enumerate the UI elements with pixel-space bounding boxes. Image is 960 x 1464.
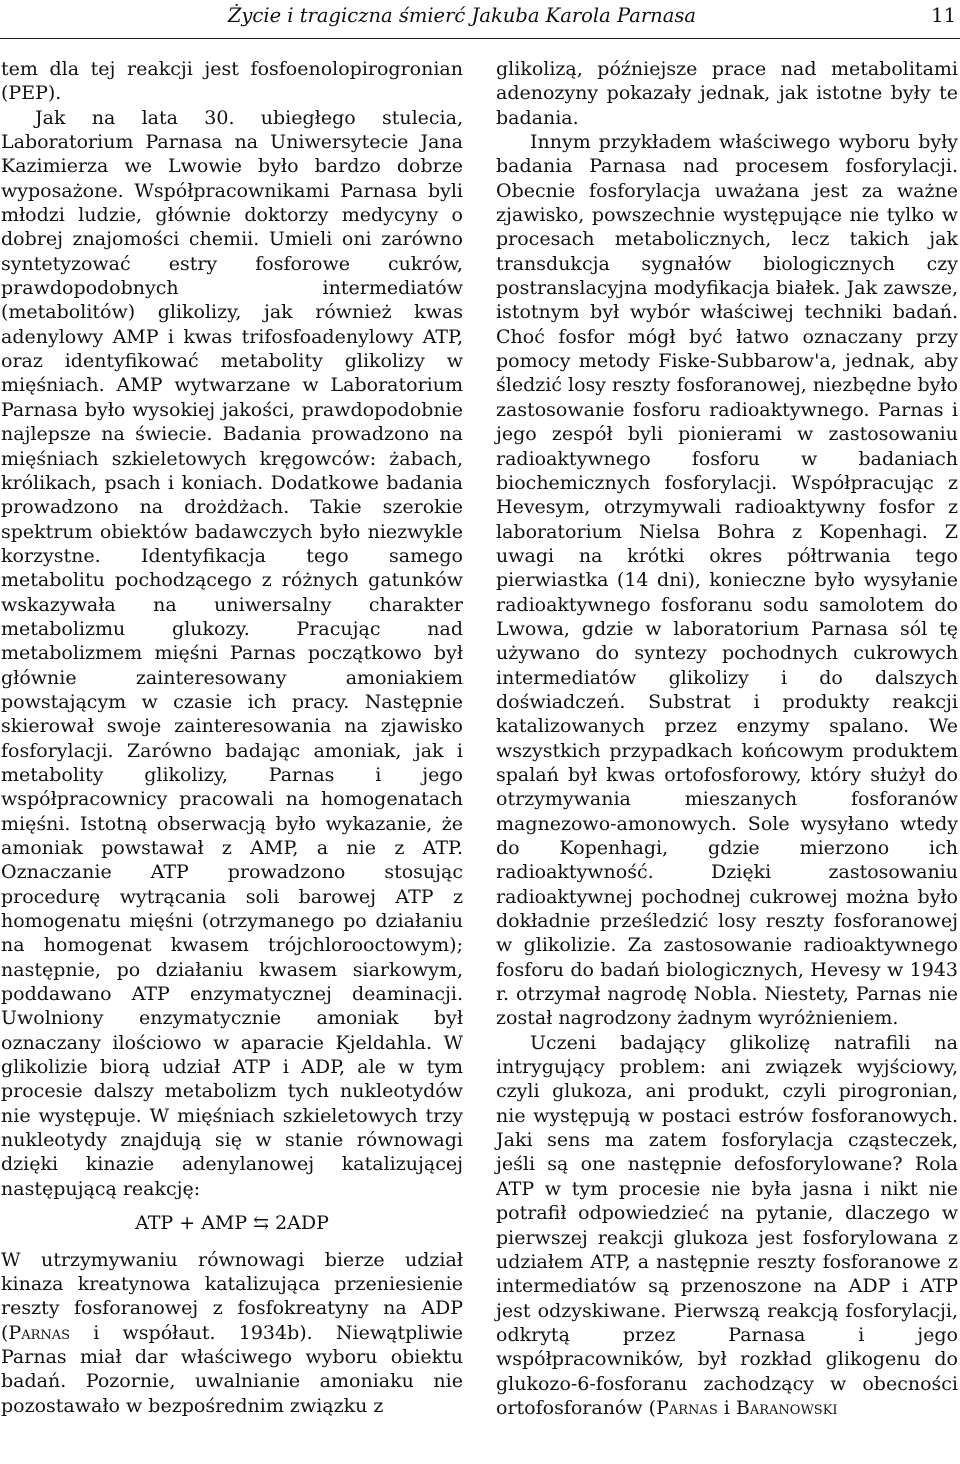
running-header (0, 2, 960, 40)
page-number: 11 (931, 4, 956, 27)
paragraph-text: Uczeni badający glikolizę natrafili na intrygujący problem: ani związek wyjściowy, czyli glukoza, ani produkt, czyli pirogronian, nie występują w postaci estrów fosforanowych. Jaki sens ma zatem fosforylacja cząsteczek, jeśli są one następnie defosforylowane? Rola ATP w tym procesie nie była jasna i nikt nie potrafił odpowiedzieć na pytanie, dlaczego w pierwszej reakcji glukoza jest fosforylowana z udziałem ATP, a następnie reszty fosforanowe z intermediatów są przenoszone na ADP i ATP jest odzyskiwane. Pierwszą reakcją fosforylacji, odkrytą przez Parnasa i jego współpracowników, był rozkład glikogenu do glukozo-6-fosforanu zachodzący w obecności ortofosforanów ( (496, 1031, 958, 1419)
equation-left-side: ATP + AMP (135, 1212, 248, 1235)
paragraph: tem dla tej reakcji jest fosfoenolopirogronian (PEP). (1, 58, 463, 105)
left-column (1, 57, 463, 1418)
citation-author: Baranowski (735, 1396, 838, 1419)
reaction-equation (1, 1211, 463, 1235)
citation-joiner: i (717, 1396, 736, 1419)
citation-author: Parnas (8, 1321, 71, 1344)
equilibrium-arrows-icon: ⇆ (253, 1212, 270, 1235)
right-column (496, 57, 958, 1420)
header-rule (0, 38, 960, 39)
equation-right-side: 2ADP (275, 1212, 329, 1235)
paragraph-text: i współaut. 1934b). Niewątpliwie Parnas miał dar właściwego wyboru obiektu badań. Pozornie, uwalnianie amoniaku nie pozostawało w bezpośrednim związku z (1, 1321, 463, 1417)
paragraph: Jak na lata 30. ubiegłego stulecia, Laboratorium Parnasa na Uniwersytecie Jana Kazimierza we Lwowie było bardzo dobrze wyposażone. Współpracownikami Parnasa byli młodzi ludzie, głównie doktorzy medycyny o dobrej znajomości chemii. Umieli oni zarówno syntetyzować estry fosforowe cukrów, prawdopodobnych intermediatów (metabolitów) glikolizy, jak również kwas adenylowy AMP i kwas trifosfoadenylowy ATP, oraz identyfikować metabolity glikolizy w mięśniach. AMP wytwarzane w Laboratorium Parnasa było wysokiej jakości, prawdopodobnie najlepsze na świecie. Badania prowadzono na mięśniach szkieletowych kręgowców: żabach, królikach, psach i koniach. Dodatkowe badania prowadzono na drożdżach. Takie szerokie spektrum obiektów badawczych było niezwykle korzystne. Identyfikacja tego samego metabolitu pochodzącego z różnych gatunków wskazywała na uniwersalny charakter metabolizmu glukozy. Pracując nad metabolizmem mięśni Parnas początkowo był głównie zainteresowany amoniakiem powstającym w czasie ich pracy. Następnie skierował swoje zainteresowania na zjawisko fosforylacji. Zarówno badając amoniak, jak i metabolity glikolizy, Parnas i jego współpracownicy pracowali na homogenatach mięśni. Istotną obserwacją było wykazanie, że amoniak powstawał z AMP, a nie z ATP. Oznaczanie ATP prowadzono stosując procedurę wytrącania soli barowej ATP z homogenatu mięśni (otrzymanego po działaniu na homogenat kwasem trójchlorooctowym); następnie, po działaniu kwasem siarkowym, poddawano ATP enzymatycznej deaminacji. Uwolniony enzymatycznie amoniak był oznaczany ilościowo w aparacie Kjeldahla. W glikolizie biorą udział ATP i ADP, ale w tym procesie dalszy metabolizm tych nukleotydów nie występuje. W mięśniach szkieletowych trzy nukleotydy znajdują się w stanie równowagi dzięki kinazie adenylanowej katalizującej następującą reakcję: (1, 106, 463, 1200)
paragraph-text: W utrzymywaniu równowagi bierze udział kinaza kreatynowa katalizująca przeniesienie reszty fosforanowej z fosfokreatyny na ADP ( (1, 1248, 463, 1344)
paragraph (496, 1031, 958, 1421)
paragraph: glikolizą, późniejsze prace nad metabolitami adenozyny pokazały jednak, jak istotne były te badania. (496, 58, 958, 129)
citation-author: Parnas (656, 1396, 718, 1419)
paragraph (1, 1248, 463, 1418)
paragraph: Innym przykładem właściwego wyboru były badania Parnasa nad procesem fosforylacji. Obecnie fosforylacja uważana jest za ważne zjawisko, powszechnie występujące nie tylko w procesach metabolicznych, lecz takich jak transdukcja sygnałów biologicznych czy postranslacyjna modyfikacja białek. Jak zawsze, istotnym był wybór właściwej techniki badań. Choć fosfor mógł być łatwo oznaczany przy pomocy metody Fiske-Subbarow'a, jednak, aby śledzić losy reszty fosforanowej, niezbędne było zastosowanie fosforu radioaktywnego. Parnas i jego zespół byli pionierami w zastosowaniu radioaktywnego fosforu w badaniach biochemicznych fosforylacji. Współpracując z Hevesym, otrzymywali radioaktywny fosfor z laboratorium Nielsa Bohra z Kopenhagi. Z uwagi na krótki okres półtrwania tego pierwiastka (14 dni), konieczne było wysyłanie radioaktywnego fosforanu sodu samolotem do Lwowa, gdzie w laboratorium Parnasa sól tę używano do syntezy pochodnych cukrowych intermediatów glikolizy i do dalszych doświadczeń. Substrat i produkty reakcji katalizowanych przez enzymy spalano. We wszystkich przypadkach końcowym produktem spalań był kwas ortofosforowy, który służył do otrzymywania mieszanych fosforanów magnezowo-amonowych. Sole wysyłano wtedy do Kopenhagi, gdzie mierzono ich radioaktywność. Dzięki zastosowaniu radioaktywnej pochodnej cukrowej można było dokładnie prześledzić losy reszty fosforanowej w glikolizie. Za zastosowanie radioaktywnego fosforu do badań biologicznych, Hevesy w 1943 r. otrzymał nagrodę Nobla. Niestety, Parnas nie został nagrodzony żadnym wyróżnieniem. (496, 131, 958, 1030)
running-title: Życie i tragiczna śmierć Jakuba Karola Parnasa (227, 4, 696, 27)
